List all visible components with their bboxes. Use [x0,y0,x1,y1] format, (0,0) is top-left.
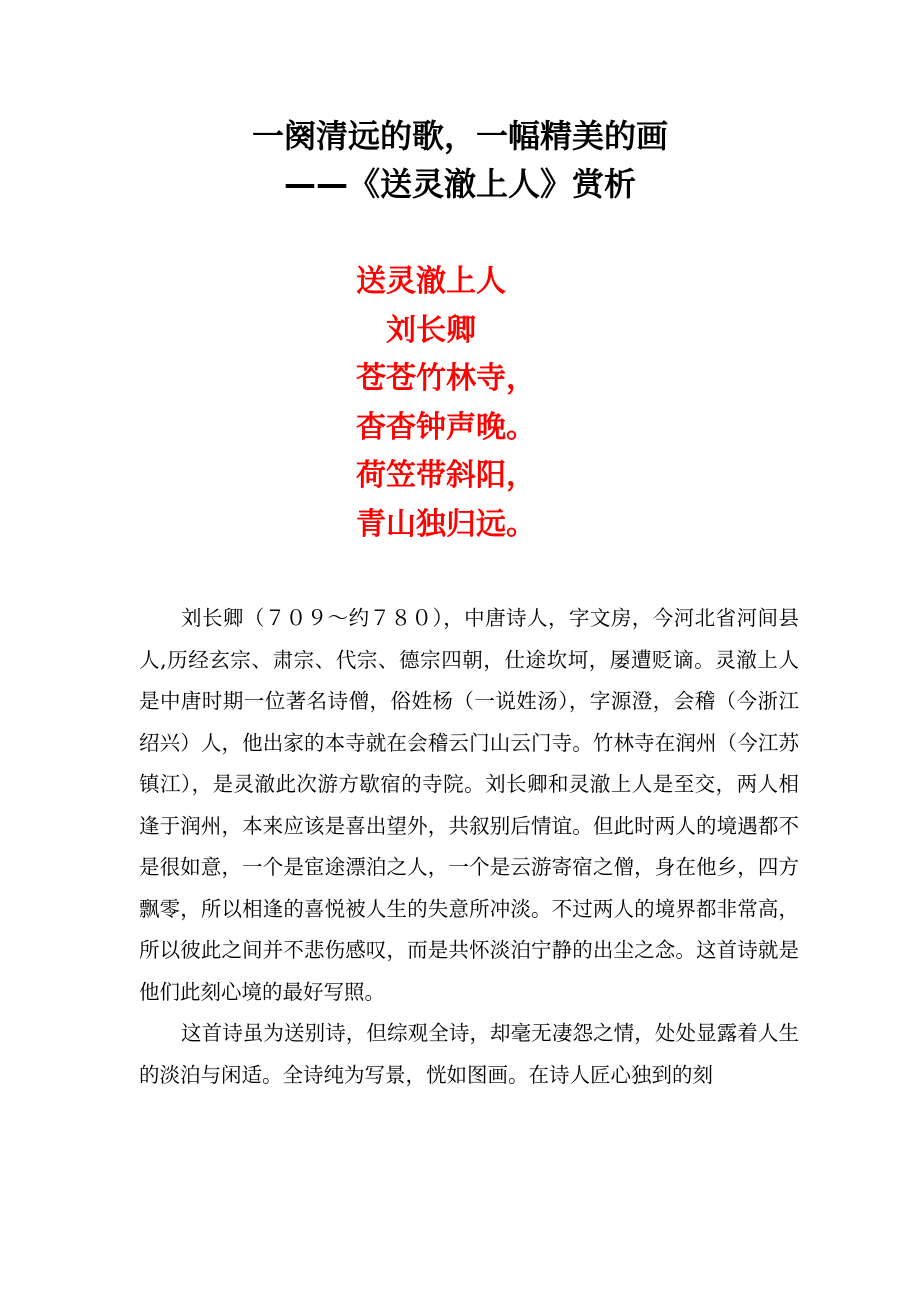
article-title [0,112,920,208]
poem-title: 送灵澈上人 [356,264,506,299]
article-body [139,598,799,1096]
poem-line-1: 苍苍竹林寺， [356,361,536,396]
article-title-main: 一阕清远的歌，一幅精美的画 [251,117,668,155]
body-paragraph-1: 刘长卿（７０９～约７８０），中唐诗人，字文房，今河北省河间县人,历经玄宗、肃宗、代宗、德宗四朝，仕途坎坷，屡遭贬谪。灵澈上人是中唐时期一位著名诗僧，俗姓杨（一说姓汤），字源澄，会稽（今浙江绍兴）人，他出家的本寺就在会稽云门山云门寺。竹林寺在润州（今江苏镇江），是灵澈此次游方歇宿的寺院。刘长卿和灵澈上人是至交，两人相逢于润州，本来应该是喜出望外，共叙别后情谊。但此时两人的境遇都不是很如意，一个是宦途漂泊之人，一个是云游寄宿之僧，身在他乡，四方飘零，所以相逢的喜悦被人生的失意所冲淡。不过两人的境界都非常高，所以彼此之间并不悲伤感叹，而是共怀淡泊宁静的出尘之念。这首诗就是他们此刻心境的最好写照。 [139,606,799,1004]
article-title-subtitle: ——《送灵澈上人》赏析 [283,165,636,203]
poem-line-2: 杳杳钟声晚。 [356,409,536,445]
poem [356,258,616,549]
poem-author: 刘长卿 [386,312,476,348]
poem-line-4: 青山独归远。 [356,506,536,542]
poem-line-3: 荷笠带斜阳， [356,458,536,493]
body-paragraph-2: 这首诗虽为送别诗，但综观全诗，却毫无凄怨之情，处处显露着人生的淡泊与闲适。全诗纯为写景，恍如图画。在诗人匠心独到的刻 [139,1021,799,1087]
